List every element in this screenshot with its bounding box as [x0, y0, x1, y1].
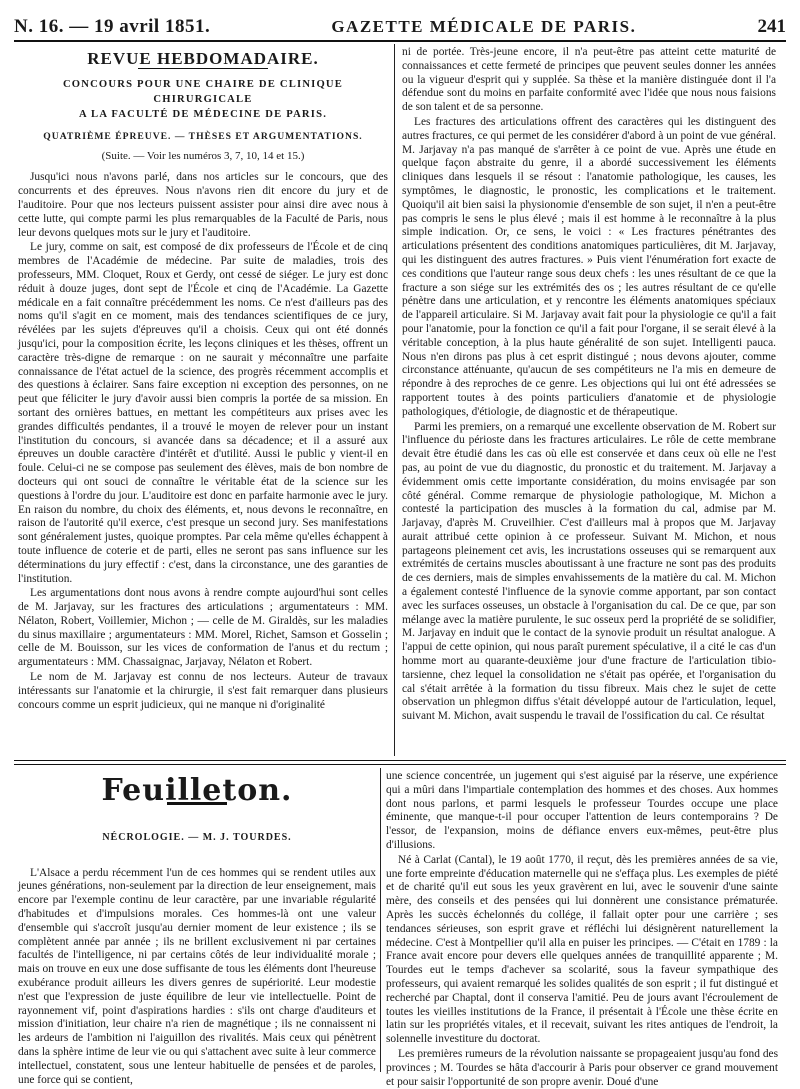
concours-line-1: CONCOURS POUR UNE CHAIRE DE CLINIQUE CHIRURGICALE — [62, 78, 344, 105]
revue-paragraph: Le nom de M. Jarjavay est connu de nos lecteurs. Auteur de travaux intéressants sur l'anatomie et la chirurgie, il s'est fait remarquer dans plusieurs concours comme un esprit judicieux, qui ne manque ni d'originalité — [18, 671, 388, 711]
issue-number: N. 16. — 19 avril 1851. — [14, 16, 211, 37]
feuilleton-title: Feuilleton. — [101, 773, 293, 808]
feuilleton-separator-rule — [14, 760, 786, 761]
necrologie-heading: NÉCROLOGIE. — M. J. TOURDES. — [102, 831, 292, 843]
epreuve-subheading: QUATRIÈME ÉPREUVE. — THÈSES ET ARGUMENTATIONS. — [43, 130, 363, 142]
running-head — [14, 16, 786, 38]
revue-title: REVUE HEBDOMADAIRE. — [87, 49, 319, 68]
header-rule — [14, 40, 786, 42]
page-number: 241 — [757, 16, 786, 37]
suite-note: (Suite. — Voir les numéros 3, 7, 10, 14 et 15.) — [101, 149, 305, 162]
column-divider-top — [394, 44, 395, 756]
revue-paragraph: Les argumentations dont nous avons à rendre compte aujourd'hui sont celles de M. Jarjavay, sur les fractures des articulations ; argumentateurs : MM. Nélaton, Robert, Voillemier, Michon ; — celle de M. Giraldès, sur les maladies du sinus maxillaire ; argumentateurs : MM. Morel, Richet, Samson et Gosselin ; celle de M. Bouisson, sur les vices de conformation de l'anus et du rectum ; argumentateurs : MM. Chassaignac, Jarjavay, Nélaton et Robert. — [18, 587, 388, 669]
feuilleton-paragraph: Les premières rumeurs de la révolution naissante se propageaient jusqu'au fond des provinces ; M. Tourdes se hâta d'accourir à Paris pour observer ce grand mouvement et pour saisir l'opportunité de son propre avenir. Doué d'une — [386, 1047, 778, 1088]
revue-paragraph: Jusqu'ici nous n'avons parlé, dans nos articles sur le concours, que des concurrents et des épreuves. Nous n'avons rien dit encore du jury et de l'auditoire. Pour que nos lecteurs puissent assister pour ainsi dire avec nous à cette lutte, qui compte parmi les plus remarquables de la Faculté de Paris, nous leur devons quelques mots sur le jury et l'auditoire. — [18, 171, 388, 239]
revue-left-column — [18, 49, 388, 756]
revue-paragraph: Parmi les premiers, on a remarqué une excellente observation de M. Robert sur l'influence du périoste dans les fractures articulaires. Le rôle de cette membrane devait être étudié dans les cas où elle est conservée et dans ceux où elle ne l'est pas, au point de vue du diagnostic, du pronostic et du traitement. M. Jarjavay a évidemment omis cette importante considération, du moins envisagée par son côté général. Comme remarque de physiologie pathologique, M. Michon a contesté la participation des muscles à la formation du cal, admise par M. Jarjavay, d'après M. Cruveilhier. C'est d'ailleurs mal à propos que M. Jarjavay aurait attribué cette opinion à ce professeur. Suivant M. Michon, et nous partageons pleinement cet avis, les incrustations osseuses qui se remarquent aux extrémités de certains muscles aboutissant à une fracture ne sont pas des produits de ces derniers, mais de simples envahissements de la matière du cal. M. Michon a également contesté l'influence de la synovie comme apportant, par son contact avec les surfaces osseuses, un obstacle à l'organisation du cal. De ce que, par son mélange avec la matière purulente, le suc osseux perd la propriété de se solidifier, M. Jarjavay en induit que le contact de la synovie produit un résultat analogue. A l'appui de cette opinion, qui nous paraît purement spéculative, il a cité le cas d'un homme mort au quarante-deuxième jour d'une fracture de l'articulation tibio-tarsienne, chez lequel la consolidation ne s'était pas opérée, et l'organisation du cal s'était arrêtée à la formation du tissu fibreux. Mais chez le sujet de cette observation un phlegmon diffus s'était développé autour de l'articulation, lequel, suivant M. Michon, avait suspendu le travail de l'ossification du cal. Ce résultat — [402, 420, 776, 723]
revue-paragraph: Les fractures des articulations offrent des caractères qui les distinguent des autres fractures, ce qui permet de les considérer d'abord à un point de vue général. M. Jarjavay n'a pas manqué de s'arrêter à ce point de vue. Après une étude en quelque façon abstraite du genre, il a abordé successivement les éléments cliniques dans lesquels il se résout : l'anatomie pathologique, les causes, les symptômes, le diagnostic, le pronostic, les complications et le traitement. Quoiqu'il ait bien saisi la physionomie d'ensemble de son sujet, il n'en a peut-être pas compris le sens le plus élevé ; mais il est homme à le reconnaître à la plus simple indication. Or, ce sens, le voici : « Les fractures pénétrantes des articulations présentent des conditions anatomiques particulières, dit M. Jarjavay, qui les distinguent des autres fractures. » Puis vient l'énumération fort exacte de ces conditions que l'auteur range sous deux chefs : les unes résultant de ce que la fracture a son siége sur les extrémités des os ; les autres résultant de ce qu'elle pénètre dans une articulation, et y rencontre les éléments anatomiques spéciaux de l'appareil articulaire. Si M. Jarjavay avait fait pour la physiologie ce qu'il a fait pour l'anatomie, pour la fonction ce qu'il a fait pour l'organe, il se serait élevé à la véritable conception, à la plus haute généralité de son sujet. Intelligenti pauca. Nous n'en dirons pas plus à cet esprit distingué ; nous devons ajouter, comme circonstance atténuante, qu'aucun de ses compétiteurs ne l'a mis en demeure de répondre à des reproches de ce genre. Les objections qui lui ont été adressées se rapportent toutes à des points particuliers d'anatomie et de physiologie pathologiques, d'étiologie, de diagnostic et de thérapeutique. — [402, 115, 776, 418]
feuilleton-right-column — [386, 770, 778, 1088]
revue-right-column — [402, 46, 776, 756]
feuilleton-paragraph: L'Alsace a perdu récemment l'un de ces hommes qui se rendent utiles aux jeunes générations, non-seulement par la direction de leur enseignement, mais encore par l'exemple continu de leur caractère, par une invariable régularité d'habitudes et d'impulsions morales. Ces hommes-là ont une valeur d'ensemble qui s'accroît jusqu'au dernier moment de leur existence ; ils se complètent année par année ; ils ne brillent exclusivement ni par certaines facultés de l'intelligence, ni par certains côtés de leur individualité morale ; mais on trouve en eux une dose suffisante de tous les éléments dont l'heureuse exubérance produit ailleurs les divers genres de supériorité. Leur modestie n'est que l'expression de juste équilibre de leur vie intellectuelle. Point de rayonnement vif, point d'aspirations hardies : s'ils ont charge d'auditeurs et mission d'initiation, leur chaire n'a rien de magnétique ; ils ne connaissent ni les ardeurs de l'ambition ni l'aiguillon des rivalités. Mais ceux qui pénètrent dans la sphère intime de leur vie ou qui s'attachent avec suite à leur commerce intellectuel, constatent, sous une lenteur habituelle de pensées et de paroles, une force qui se contient, — [18, 866, 376, 1086]
concours-heading — [18, 77, 388, 122]
revue-paragraph: ni de portée. Très-jeune encore, il n'a peut-être pas atteint cette maturité de connaissances et cette fermeté de principes que peuvent seules donner les années ou la vigueur d'esprit qui y supplée. Sa thèse et la manière distinguée dont il l'a défendue sont du moins en parfaite conformité avec l'idée que nous nous faisions de son talent et de sa personne. — [402, 46, 776, 114]
publication-title: GAZETTE MÉDICALE DE PARIS. — [331, 17, 637, 36]
feuilleton-separator-rule-2 — [14, 764, 786, 765]
concours-line-2: A LA FACULTÉ DE MÉDECINE DE PARIS. — [78, 108, 328, 120]
feuilleton-left-column — [18, 770, 376, 1086]
column-divider-bottom — [380, 768, 381, 1072]
feuilleton-paragraph: une science concentrée, un jugement qui s'est aiguisé par la réserve, une expérience qui a mûri dans l'impartiale contemplation des hommes et des choses. Aux hommes dont nous parlons, et parmi lesquels le professeur Tourdes occupe une place éminente, que manque-t-il pour occuper l'attention de leurs contemporains ? De l'essor, de l'expansion, moins de défiance envers eux-mêmes, peut-être plus d'illusions. — [386, 770, 778, 851]
revue-paragraph: Le jury, comme on sait, est composé de dix professeurs de l'École et de cinq membres de l'Académie de médecine. Par suite de maladies, trois des professeurs, MM. Cloquet, Roux et Gerdy, ont cessé de siéger. Le jury est donc réduit à douze juges, dont sept de l'École et cinq de l'Académie. La Gazette médicale en a fait connaître précédemment les noms. Ce n'est d'ailleurs pas des noms qu'il s'agit en ce moment, mais des tendances scientifiques de ce jury, révélées par les sujets d'épreuves qu'il a choisis. Ceux qui ont été donnés jusqu'ici, pour la composition écrite, les leçons cliniques et les thèses, offrent un caractère très-digne de remarque : on ne saurait y méconnaître une parfaite connaissance de l'état actuel de la science, des progrès récemment accomplis et des questions à éclairer. Sans faire exception ni exception des personnes, on ne peut que féliciter le jury d'avoir aussi bien compris la portée de sa mission. En sortant des ornières battues, en mettant les compétiteurs aux prises avec les grandes difficultés pendantes, il a trouvé le moyen de relever pour un instant l'institution du concours, si avancée dans sa décadence; et il a assuré aux épreuves un double caractère d'intérêt et d'utilité. Aussi le public y vient-il en foule. Celui-ci ne se compose pas seulement des élèves, mais de bon nombre de docteurs qui ont souci de connaître le véritable état de la science sur les questions à l'ordre du jour. L'auditoire est donc en parfaite harmonie avec le jury. En raison du nombre, du choix des éléments, et, nous devons le reconnaître, en raison de l'autorité qu'il exerce, c'est presque un second jury. Ses manifestations sont généralement justes, quoique promptes. Par cela même qu'elles échappent à toute influence de coterie et de parti, elles ne seront pas sans influence sur les déterminations du jury effectif : c'est, dans la circonstance, une des garanties de l'institution. — [18, 241, 388, 585]
feuilleton-paragraph: Né à Carlat (Cantal), le 19 août 1770, il reçut, dès les premières années de sa vie, une forte empreinte d'éducation maternelle qui ne s'effaça plus. Les exemples de piété et de charité qu'il eut sous les yeux gravèrent en lui, avec le souvenir d'une sainte mère, des conseils et des pensées qui lui donnèrent une consistance prématurée. Après les succès échelonnés du collége, il fallait opter pour une carrière ; ses tendances sérieuses, son esprit grave et réfléchi lui désignèrent naturellement la médecine. C'est à Montpellier qu'il alla en puiser les principes. — C'était en 1789 : la France avait encore pour devers elle quelques années de tranquillité apparente ; M. Tourdes eut le temps d'achever sa scolarité, sous la faveur sympathique des professeurs, qui avaient remarqué les solides qualités de son esprit ; il fut distingué et recherché par Chaptal, dont il conserva l'amitié. Peu de jours avant l'écroulement de toutes les vieilles institutions de la France, il présentait à l'École une thèse écrite en latin sur les propriétés vitales, et il recevait, suivant les rites antiques de l'endroit, la solennelle investiture du doctorat. — [386, 853, 778, 1046]
